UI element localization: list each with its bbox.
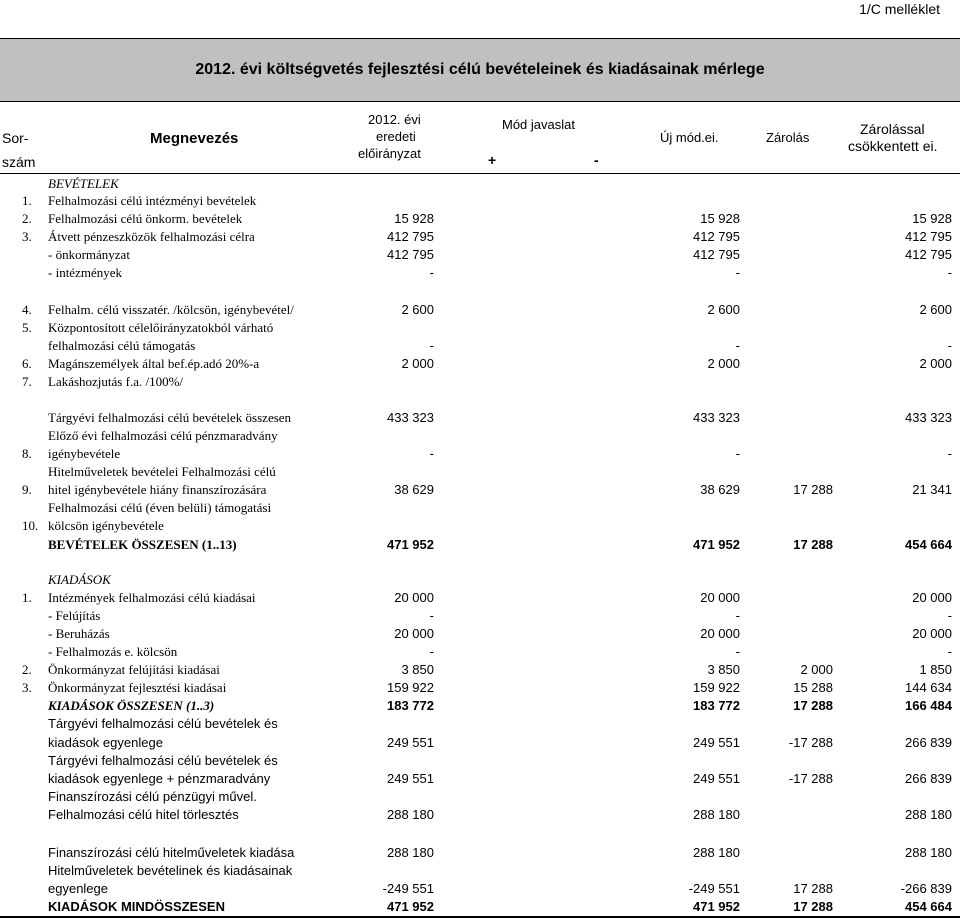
row-number: 3.: [22, 229, 32, 244]
header-divider: [0, 173, 960, 174]
row-label: Intézmények felhalmozási célú kiadásai: [48, 590, 256, 605]
row-number: 2.: [22, 211, 32, 226]
value-freeze: -17 288: [788, 771, 833, 786]
value-reduced: 20 000: [912, 590, 952, 605]
value-reduced: 21 341: [912, 482, 952, 497]
value-new-mod: 20 000: [700, 590, 740, 605]
annex-label: 1/C melléklet: [859, 1, 940, 17]
value-new-mod: 433 323: [693, 410, 740, 425]
value-new-mod: -: [735, 608, 740, 623]
row-label: Felhalm. célú visszatér. /kölcsön, igénybevétel/: [48, 302, 294, 317]
value-original: 38 629: [394, 482, 434, 497]
row-label: kiadások egyenlege + pénzmaradvány: [48, 771, 271, 786]
row-label: hitel igénybevétele hiány finanszírozására: [48, 482, 267, 497]
value-reduced: 412 795: [905, 247, 952, 262]
value-freeze: 15 288: [793, 680, 833, 695]
value-new-mod: -: [735, 338, 740, 353]
row-label: felhalmozási célú támogatás: [48, 338, 196, 353]
header-plus: +: [488, 152, 497, 168]
value-new-mod: -: [735, 265, 740, 280]
row-number: 1.: [22, 590, 32, 605]
value-original: 288 180: [387, 807, 434, 822]
row-label: kiadások egyenlege: [48, 735, 163, 750]
row-label: Önkormányzat fejlesztési kiadásai: [48, 680, 227, 695]
row-label: - önkormányzat: [48, 247, 130, 262]
row-label: - Felhalmozás e. kölcsön: [48, 644, 178, 659]
row-number: 7.: [22, 374, 32, 389]
value-original: 183 772: [387, 698, 434, 713]
value-reduced: 20 000: [912, 626, 952, 641]
value-original: 249 551: [387, 771, 434, 786]
value-new-mod: 249 551: [693, 735, 740, 750]
header-orig-2: eredeti: [376, 129, 416, 144]
value-reduced: 266 839: [905, 771, 952, 786]
value-original: -: [429, 644, 434, 659]
value-freeze: 17 288: [793, 482, 833, 497]
value-reduced: 433 323: [905, 410, 952, 425]
header-minus: -: [594, 152, 599, 168]
value-original: 471 952: [387, 537, 434, 552]
value-original: 249 551: [387, 735, 434, 750]
value-reduced: -: [947, 338, 952, 353]
row-number: 4.: [22, 302, 32, 317]
value-reduced: 2 600: [919, 302, 952, 317]
value-freeze: 17 288: [793, 537, 833, 552]
row-number: 6.: [22, 356, 32, 371]
value-original: 15 928: [394, 211, 434, 226]
value-original: 288 180: [387, 845, 434, 860]
row-label: - Beruházás: [48, 626, 110, 641]
row-number: 1.: [22, 193, 32, 208]
value-new-mod: 249 551: [693, 771, 740, 786]
row-label: kölcsön igénybevétele: [48, 518, 164, 533]
row-label: Felhalmozási célú önkorm. bevételek: [48, 211, 243, 226]
value-new-mod: 15 928: [700, 211, 740, 226]
value-new-mod: 2 600: [707, 302, 740, 317]
row-number: 8.: [22, 446, 32, 461]
header-mod: Mód javaslat: [502, 117, 575, 132]
row-label: igénybevétele: [48, 446, 121, 461]
row-label: KIADÁSOK: [48, 572, 111, 587]
value-new-mod: -249 551: [688, 881, 740, 896]
value-reduced: 144 634: [905, 680, 952, 695]
value-original: 412 795: [387, 247, 434, 262]
row-label: Átvett pénzeszközök felhalmozási célra: [48, 229, 255, 244]
value-reduced: -: [947, 608, 952, 623]
row-label: Finanszírozási célú pénzügyi művel.: [48, 789, 257, 804]
value-reduced: -: [947, 265, 952, 280]
value-original: -: [429, 608, 434, 623]
value-new-mod: 288 180: [693, 845, 740, 860]
value-reduced: 454 664: [905, 537, 952, 552]
value-original: 471 952: [387, 899, 434, 914]
value-reduced: 288 180: [905, 807, 952, 822]
value-freeze: -17 288: [788, 735, 833, 750]
value-reduced: 166 484: [905, 698, 952, 713]
value-reduced: 15 928: [912, 211, 952, 226]
row-label: Felhalmozási célú (éven belüli) támogatási: [48, 500, 272, 515]
row-label: Előző évi felhalmozási célú pénzmaradvány: [48, 428, 278, 443]
row-number: 2.: [22, 662, 32, 677]
value-new-mod: 412 795: [693, 247, 740, 262]
row-label: Felhalmozási célú hitel törlesztés: [48, 807, 239, 822]
value-new-mod: 471 952: [693, 899, 740, 914]
value-original: 2 000: [401, 356, 434, 371]
row-label: Tárgyévi felhalmozási célú bevételek és: [48, 716, 278, 731]
value-new-mod: 3 850: [707, 662, 740, 677]
value-original: 3 850: [401, 662, 434, 677]
page-title: 2012. évi költségvetés fejlesztési célú bevételeinek és kiadásainak mérlege: [195, 61, 765, 78]
title-bar: [0, 38, 960, 102]
value-new-mod: 2 000: [707, 356, 740, 371]
row-label: Önkormányzat felújítási kiadásai: [48, 662, 220, 677]
row-label: - intézmények: [48, 265, 122, 280]
value-reduced: 454 664: [905, 899, 952, 914]
row-label: Lakáshozjutás f.a. /100%/: [48, 374, 184, 389]
row-label: Tárgyévi felhalmozási célú bevételek összesen: [48, 410, 292, 425]
value-reduced: -: [947, 446, 952, 461]
row-label: BEVÉTELEK: [48, 176, 119, 191]
value-new-mod: 183 772: [693, 698, 740, 713]
header-red-2: csökkentett ei.: [848, 138, 938, 154]
row-label: egyenlege: [48, 881, 108, 896]
value-reduced: 412 795: [905, 229, 952, 244]
value-new-mod: 471 952: [693, 537, 740, 552]
value-original: -: [429, 338, 434, 353]
row-label: Hitelműveletek bevételei Felhalmozási célú: [48, 464, 276, 479]
value-original: -249 551: [382, 881, 434, 896]
row-number: 9.: [22, 482, 32, 497]
value-original: 412 795: [387, 229, 434, 244]
value-freeze: 17 288: [793, 899, 833, 914]
row-label: Felhalmozási célú intézményi bevételek: [48, 193, 257, 208]
header-name: Megnevezés: [150, 130, 239, 147]
value-original: -: [429, 265, 434, 280]
value-new-mod: 20 000: [700, 626, 740, 641]
value-freeze: 2 000: [800, 662, 833, 677]
value-new-mod: -: [735, 644, 740, 659]
value-original: 2 600: [401, 302, 434, 317]
value-original: 20 000: [394, 590, 434, 605]
value-new-mod: -: [735, 446, 740, 461]
row-label: Finanszírozási célú hitelműveletek kiadása: [48, 845, 295, 860]
value-freeze: 17 288: [793, 881, 833, 896]
value-reduced: -: [947, 644, 952, 659]
row-label: BEVÉTELEK ÖSSZESEN (1..13): [48, 537, 237, 552]
row-number: 10.: [22, 518, 39, 533]
value-new-mod: 159 922: [693, 680, 740, 695]
value-new-mod: 288 180: [693, 807, 740, 822]
header-orig-1: 2012. évi: [368, 112, 421, 127]
header-orig-3: előirányzat: [358, 146, 421, 161]
row-label: Tárgyévi felhalmozási célú bevételek és: [48, 753, 278, 768]
row-label: Központosított célelőirányzatokból várható: [48, 320, 274, 335]
header-new: Új mód.ei.: [660, 130, 719, 145]
row-label: - Felújítás: [48, 608, 101, 623]
value-reduced: -266 839: [900, 881, 952, 896]
header-szam: szám: [2, 154, 36, 170]
header-red-1: Zárolással: [860, 121, 925, 137]
value-new-mod: 412 795: [693, 229, 740, 244]
header-zar: Zárolás: [766, 130, 810, 145]
value-reduced: 266 839: [905, 735, 952, 750]
header-sor: Sor-: [2, 130, 29, 146]
value-original: 20 000: [394, 626, 434, 641]
row-label: Hitelműveletek bevételinek és kiadásainak: [48, 863, 293, 878]
row-number: 5.: [22, 320, 32, 335]
value-new-mod: 38 629: [700, 482, 740, 497]
row-label: Magánszemélyek által bef.ép.adó 20%-a: [48, 356, 260, 371]
value-reduced: 288 180: [905, 845, 952, 860]
row-number: 3.: [22, 680, 32, 695]
row-label: KIADÁSOK ÖSSZESEN (1..3): [48, 698, 215, 713]
value-original: -: [429, 446, 434, 461]
value-original: 159 922: [387, 680, 434, 695]
value-reduced: 2 000: [919, 356, 952, 371]
value-original: 433 323: [387, 410, 434, 425]
row-label: KIADÁSOK MINDÖSSZESEN: [48, 899, 225, 914]
value-reduced: 1 850: [919, 662, 952, 677]
value-freeze: 17 288: [793, 698, 833, 713]
